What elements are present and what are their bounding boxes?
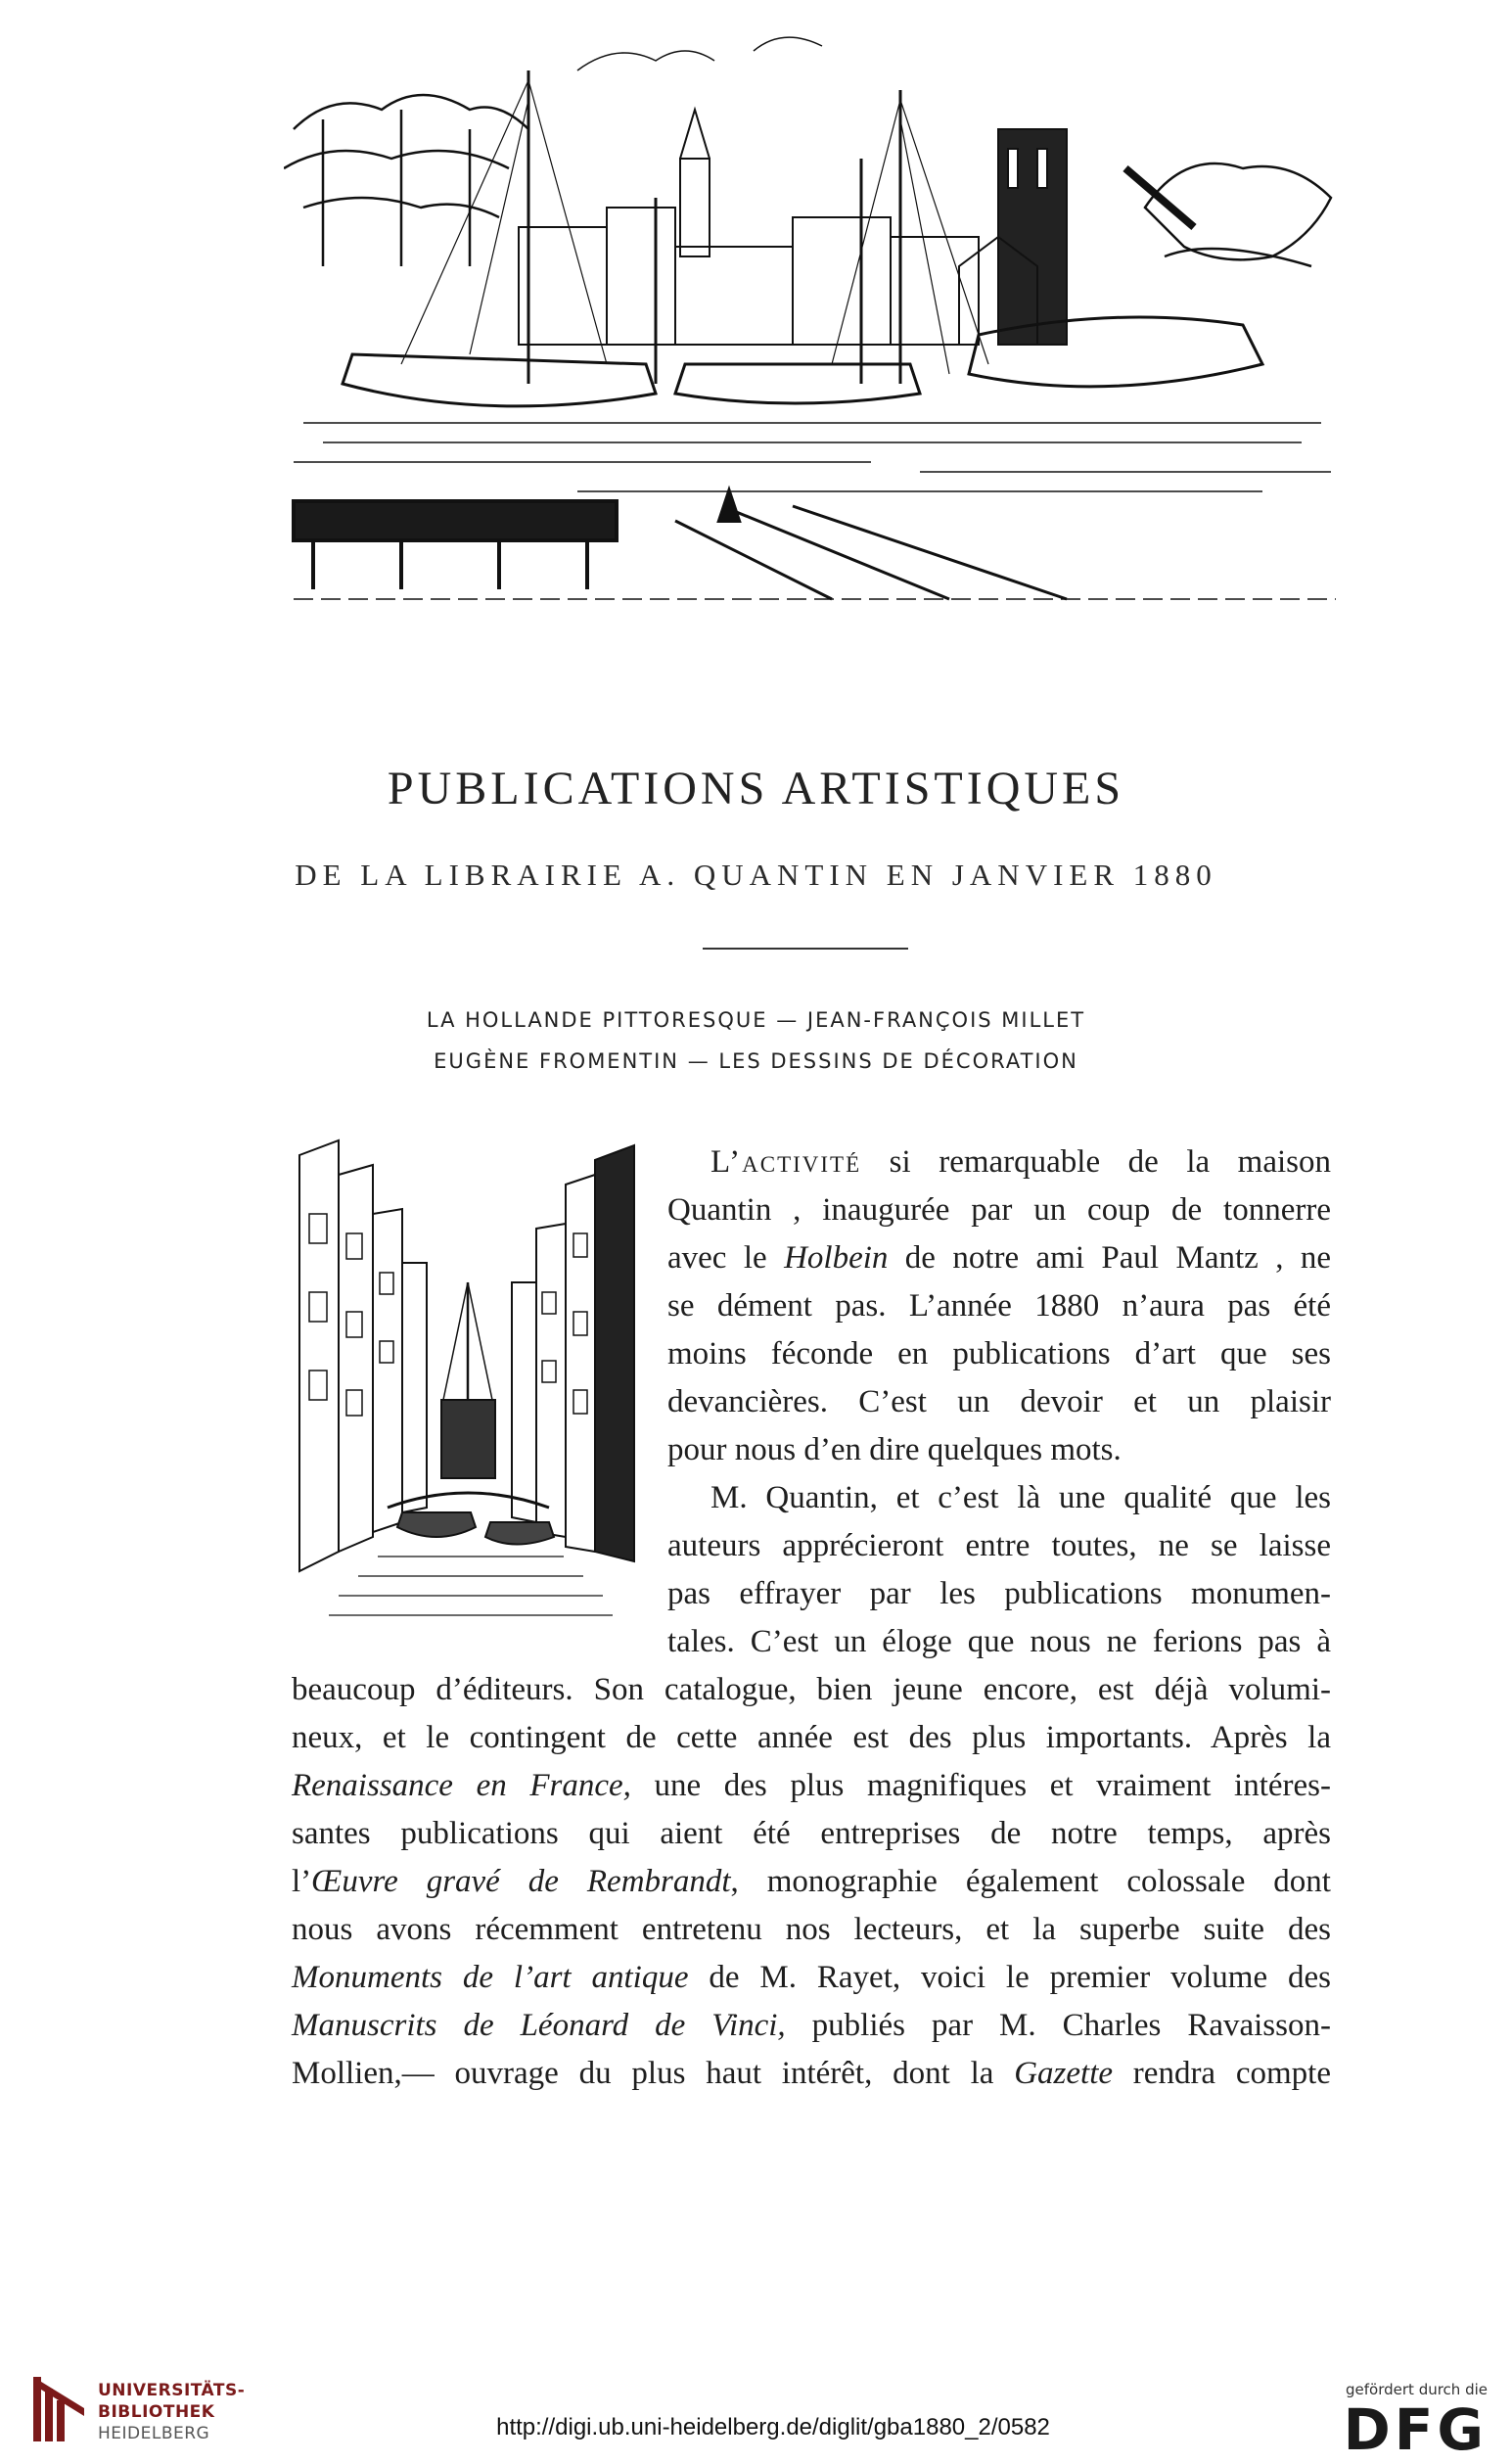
text-line <box>292 1955 1331 2000</box>
italic-title: Œuvre gravé de Rembrandt <box>311 1864 731 1899</box>
text-line: moins féconde en publications d’art que ses <box>667 1336 1331 1371</box>
text-fragment: , monographie également colossale dont <box>730 1864 1331 1899</box>
library-name-line-3: HEIDELBERG <box>98 2424 210 2443</box>
harbor-engraving <box>284 12 1346 609</box>
italic-title: Manuscrits de Léonard de Vinci, <box>292 2008 786 2043</box>
text-line: M. Quantin, et c’est là une qualité que les <box>710 1480 1331 1515</box>
article-subtitle: DE LA LIBRAIRIE A. QUANTIN EN JANVIER 1880 <box>295 858 1217 892</box>
drop-cap-word: L’activité <box>710 1144 862 1180</box>
canal-engraving <box>290 1136 644 1627</box>
italic-title: Gazette <box>1014 2056 1114 2091</box>
title-divider <box>703 948 908 950</box>
text-fragment: publiés par M. Charles Ravaisson- <box>785 2008 1331 2043</box>
text-line: se dément pas. L’année 1880 n’aura pas été <box>667 1288 1331 1324</box>
italic-title: Monuments de l’art antique <box>292 1960 689 1995</box>
topics-line-2: EUGÈNE FROMENTIN — LES DESSINS DE DÉCORATION <box>434 1049 1078 1073</box>
library-name-line-1: UNIVERSITÄTS- <box>98 2381 246 2400</box>
text-line <box>667 1235 1331 1280</box>
dfg-logo[interactable]: DFG <box>1343 2396 1488 2463</box>
text-line: pour nous d’en dire quelques mots. <box>667 1432 1122 1467</box>
text-line: auteurs apprécieront entre toutes, ne se laisse <box>667 1528 1331 1563</box>
text-line <box>710 1139 1331 1185</box>
article-title: PUBLICATIONS ARTISTIQUES <box>387 763 1125 814</box>
text-line: beaucoup d’éditeurs. Son catalogue, bien jeune encore, est déjà volumi- <box>292 1672 1331 1707</box>
topics-line-1: LA HOLLANDE PITTORESQUE — JEAN-FRANÇOIS MILLET <box>426 1008 1086 1032</box>
text-line: nous avons récemment entretenu nos lecteurs, et la superbe suite des <box>292 1912 1331 1947</box>
university-library-logo[interactable] <box>29 2369 88 2447</box>
funder-label: gefördert durch die <box>1346 2381 1488 2398</box>
text-line: santes publications qui aient été entreprises de notre temps, après <box>292 1816 1331 1851</box>
italic-title: Holbein <box>784 1240 889 1276</box>
text-fragment: une des plus magnifiques et vraiment intéres- <box>630 1768 1331 1803</box>
text-line <box>292 2051 1331 2096</box>
text-fragment: l’ <box>292 1864 312 1899</box>
text-fragment: Mollien,— ouvrage du plus haut intérêt, dont la <box>292 2056 1015 2091</box>
text-line: neux, et le contingent de cette année est des plus importants. Après la <box>292 1720 1331 1755</box>
text-line: pas effrayer par les publications monumen- <box>667 1576 1331 1611</box>
text-line <box>292 1859 1331 1904</box>
text-line: Quantin , inaugurée par un coup de tonnerre <box>667 1192 1331 1228</box>
italic-title: Renaissance en France, <box>292 1768 631 1803</box>
text-line: tales. C’est un éloge que nous ne ferions pas à <box>667 1624 1331 1659</box>
library-name-line-2: BIBLIOTHEK <box>98 2402 215 2422</box>
text-fragment: de notre ami Paul Mantz , ne <box>888 1240 1331 1276</box>
text-fragment: rendra compte <box>1113 2056 1331 2091</box>
text-fragment: de M. Rayet, voici le premier volume des <box>688 1960 1331 1995</box>
text-fragment: avec le <box>667 1240 785 1276</box>
text-line: devancières. C’est un devoir et un plaisir <box>667 1384 1331 1419</box>
text-line <box>292 1763 1331 1808</box>
text-fragment: si remarquable de la maison <box>861 1144 1331 1180</box>
permalink-url[interactable]: http://digi.ub.uni-heidelberg.de/diglit/gba1880_2/0582 <box>496 2414 1050 2440</box>
text-line <box>292 2003 1331 2048</box>
